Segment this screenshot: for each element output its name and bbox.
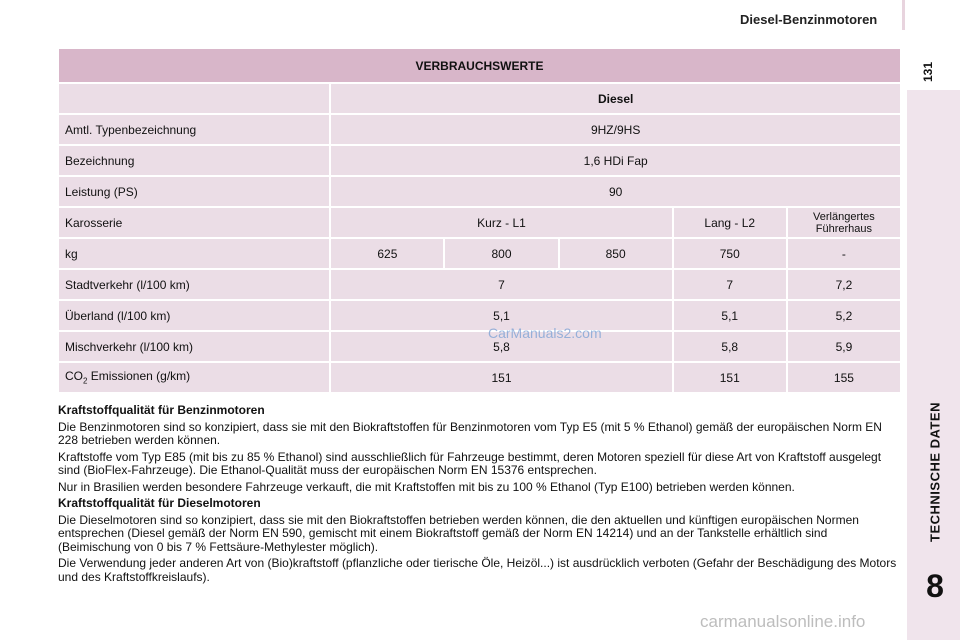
table-row [59, 363, 900, 392]
cell-value: - [788, 239, 900, 268]
cell-value: 9HZ/9HS [331, 115, 900, 144]
cell-value: 5,8 [331, 332, 671, 361]
cell-value: 5,1 [674, 301, 786, 330]
paragraph: Die Dieselmotoren sind so konzipiert, dass sie mit den Biokraftstoffen betrieben werden können, die den aktuellen und künftigen europäischen Normen entsprechen (Diesel gemäß der Norm EN 590, gemischt mit einem Biokraftstoff gemäß der Norm EN 14214) und an der Tankstelle erhältlich sind (Beimischung von 0 bis 7 % Fettsäure-Methylester möglich). [58, 512, 859, 554]
center-watermark: CarManuals2.com [488, 325, 602, 341]
cell-value: 7,2 [788, 270, 900, 299]
cell-value: 7 [674, 270, 786, 299]
table-title-row [59, 49, 900, 82]
paragraph: Nur in Brasilien werden besondere Fahrzeuge verkauft, die mit Kraftstoffen mit bis zu 100 % Ethanol (Typ E100) betrieben werden können. [58, 479, 795, 494]
cell-value: 1,6 HDi Fap [331, 146, 900, 175]
paragraph: Die Verwendung jeder anderen Art von (Bio)kraftstoff (pflanzliche oder tierische Öle, Heizöl...) ist ausdrücklich verboten (Gefahr der Beschädigung des Motors und des Kraftstoffkreislaufs). [58, 556, 897, 584]
heading-petrol: Kraftstoffqualität für Benzinmotoren [58, 403, 265, 417]
cell-value: 850 [560, 239, 672, 268]
paragraph: Kraftstoffe vom Typ E85 (mit bis zu 85 % Ethanol) sind ausschließlich für Fahrzeuge bestimmt, deren Motoren speziell für diese Art von Kraftstoff ausgelegt sind (BioFlex-Fahrzeuge). Die Ethanol-Qualität muss der europäischen Norm EN 15376 entsprechen. [58, 449, 882, 477]
cell-value: 5,2 [788, 301, 900, 330]
cell-value: 7 [331, 270, 671, 299]
header-rule [902, 0, 905, 30]
page-number: 131 [921, 61, 935, 83]
cell-value: 151 [674, 363, 786, 392]
row-label: kg [59, 239, 329, 268]
cell-value: 5,8 [674, 332, 786, 361]
chapter-number: 8 [926, 568, 944, 604]
cell-value: Kurz - L1 [331, 208, 671, 237]
co2-label-sub: 2 [83, 376, 88, 386]
table-row [59, 208, 900, 237]
footer-watermark: carmanualsonline.info [700, 612, 866, 631]
cell-value: 90 [331, 177, 900, 206]
table-title: VERBRAUCHSWERTE [59, 49, 900, 82]
row-label: Mischverkehr (l/100 km) [59, 332, 329, 361]
row-label: Bezeichnung [59, 146, 329, 175]
cell-value: 625 [331, 239, 443, 268]
cell-value: Verlängertes Führerhaus [788, 208, 900, 237]
table-row [59, 301, 900, 330]
cell-value: 800 [445, 239, 557, 268]
cell-value: 750 [674, 239, 786, 268]
heading-diesel: Kraftstoffqualität für Dieselmotoren [58, 496, 261, 510]
table-row [59, 115, 900, 144]
table-row [59, 270, 900, 299]
row-label [59, 363, 329, 392]
table-row [59, 146, 900, 175]
engine-header: Diesel [331, 84, 900, 113]
paragraph: Die Benzinmotoren sind so konzipiert, dass sie mit den Biokraftstoffen für Benzinmotoren vom Typ E5 (mit 5 % Ethanol) gemäß der europäischen Norm EN 228 betrieben werden können. [58, 419, 882, 447]
row-label: Amtl. Typenbezeichnung [59, 115, 329, 144]
table-corner-cell [59, 84, 329, 113]
co2-label-post: Emissionen (g/km) [87, 369, 191, 384]
consumption-table [57, 47, 902, 394]
row-label: Karosserie [59, 208, 329, 237]
cell-value: 151 [331, 363, 671, 392]
cell-value: 5,1 [331, 301, 671, 330]
table-row [59, 84, 900, 113]
fuel-quality-text [58, 404, 903, 587]
page-header-title: Diesel-Benzinmotoren [740, 12, 878, 27]
co2-label-pre: CO [65, 369, 83, 384]
cell-value: Lang - L2 [674, 208, 786, 237]
table-row [59, 177, 900, 206]
row-label: Stadtverkehr (l/100 km) [59, 270, 329, 299]
table-row [59, 239, 900, 268]
chapter-label [917, 372, 953, 572]
row-label: Überland (l/100 km) [59, 301, 329, 330]
row-label: Leistung (PS) [59, 177, 329, 206]
table-row [59, 332, 900, 361]
chapter-label-text: TECHNISCHE DATEN [927, 402, 943, 542]
cell-value: 155 [788, 363, 900, 392]
cell-value: 5,9 [788, 332, 900, 361]
